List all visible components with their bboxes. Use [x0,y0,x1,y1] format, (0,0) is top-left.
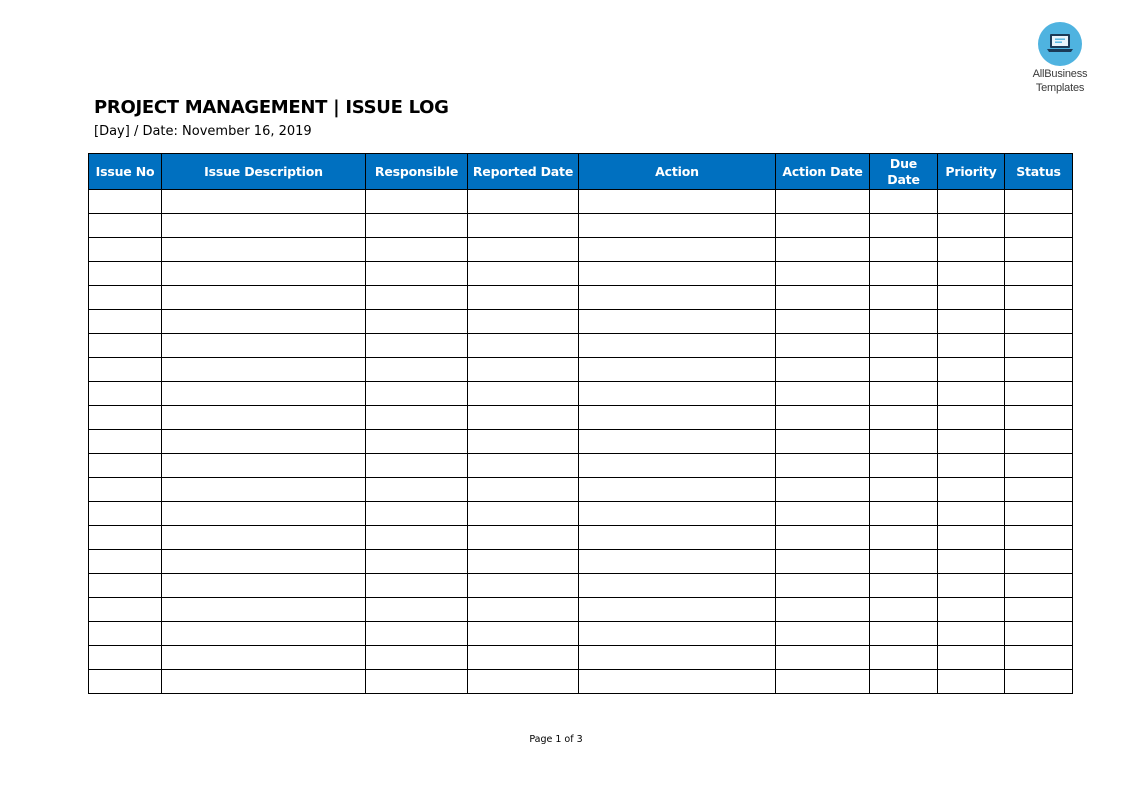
table-cell[interactable] [468,574,579,598]
table-cell[interactable] [162,382,366,406]
table-cell[interactable] [468,238,579,262]
page-number: Page 1 of 3 [529,734,583,745]
table-row [89,622,1073,646]
table-cell[interactable] [938,190,1005,214]
table-cell[interactable] [1005,430,1073,454]
table-cell[interactable] [776,262,870,286]
table-cell[interactable] [579,430,776,454]
table-cell[interactable] [938,526,1005,550]
laptop-icon [1046,33,1074,55]
table-cell[interactable] [89,670,162,694]
table-cell[interactable] [938,382,1005,406]
column-header-action: Action [579,154,776,190]
table-cell[interactable] [366,670,468,694]
table-cell[interactable] [579,670,776,694]
table-cell[interactable] [468,286,579,310]
table-cell[interactable] [579,478,776,502]
table-cell[interactable] [468,646,579,670]
table-cell[interactable] [870,550,938,574]
table-cell[interactable] [870,622,938,646]
table-cell[interactable] [938,334,1005,358]
table-cell[interactable] [776,214,870,238]
table-cell[interactable] [776,382,870,406]
table-cell[interactable] [870,502,938,526]
table-cell[interactable] [366,334,468,358]
table-cell[interactable] [162,574,366,598]
table-cell[interactable] [938,670,1005,694]
table-cell[interactable] [468,190,579,214]
table-cell[interactable] [468,670,579,694]
table-cell[interactable] [89,214,162,238]
table-cell[interactable] [776,574,870,598]
table-cell[interactable] [776,190,870,214]
table-cell[interactable] [89,262,162,286]
table-cell[interactable] [366,550,468,574]
table-cell[interactable] [366,598,468,622]
table-cell[interactable] [1005,550,1073,574]
table-cell[interactable] [162,190,366,214]
column-header-reported-date: Reported Date [468,154,579,190]
column-header-status: Status [1005,154,1073,190]
logo-text-line1: AllBusiness [1032,68,1088,80]
table-cell[interactable] [366,646,468,670]
table-cell[interactable] [89,550,162,574]
column-header-responsible: Responsible [366,154,468,190]
table-cell[interactable] [776,598,870,622]
table-cell[interactable] [579,190,776,214]
table-cell[interactable] [468,478,579,502]
table-cell[interactable] [366,382,468,406]
table-cell[interactable] [776,238,870,262]
table-cell[interactable] [89,310,162,334]
table-row [89,502,1073,526]
table-cell[interactable] [870,454,938,478]
table-cell[interactable] [89,406,162,430]
allbusiness-templates-logo [1022,22,1098,94]
table-cell[interactable] [89,430,162,454]
table-cell[interactable] [1005,262,1073,286]
table-cell[interactable] [938,574,1005,598]
table-cell[interactable] [162,598,366,622]
table-row [89,526,1073,550]
table-cell[interactable] [89,190,162,214]
table-row [89,646,1073,670]
table-cell[interactable] [870,526,938,550]
table-cell[interactable] [89,238,162,262]
table-body [89,190,1073,694]
table-cell[interactable] [366,310,468,334]
table-cell[interactable] [938,454,1005,478]
table-cell[interactable] [366,358,468,382]
table-cell[interactable] [938,550,1005,574]
table-cell[interactable] [870,646,938,670]
table-cell[interactable] [89,598,162,622]
table-row [89,430,1073,454]
table-cell[interactable] [1005,214,1073,238]
table-cell[interactable] [1005,286,1073,310]
table-cell[interactable] [938,310,1005,334]
table-cell[interactable] [366,286,468,310]
table-cell[interactable] [162,310,366,334]
table-cell[interactable] [1005,358,1073,382]
table-cell[interactable] [366,238,468,262]
table-cell[interactable] [89,382,162,406]
column-header-action-date: Action Date [776,154,870,190]
table-cell[interactable] [162,430,366,454]
table-cell[interactable] [579,502,776,526]
table-cell[interactable] [579,550,776,574]
table-cell[interactable] [366,262,468,286]
table-cell[interactable] [776,454,870,478]
table-cell[interactable] [938,286,1005,310]
table-cell[interactable] [776,670,870,694]
table-cell[interactable] [89,286,162,310]
table-row [89,358,1073,382]
table-cell[interactable] [938,406,1005,430]
table-cell[interactable] [366,406,468,430]
table-cell[interactable] [1005,574,1073,598]
table-row [89,310,1073,334]
column-header-issue-description: Issue Description [162,154,366,190]
table-cell[interactable] [1005,526,1073,550]
table-cell[interactable] [162,526,366,550]
table-cell[interactable] [1005,310,1073,334]
table-cell[interactable] [870,286,938,310]
table-cell[interactable] [1005,478,1073,502]
table-cell[interactable] [468,550,579,574]
table-row [89,214,1073,238]
table-cell[interactable] [776,526,870,550]
table-cell[interactable] [468,454,579,478]
table-cell[interactable] [938,646,1005,670]
table-cell[interactable] [468,334,579,358]
table-cell[interactable] [468,622,579,646]
table-cell[interactable] [162,670,366,694]
table-cell[interactable] [938,214,1005,238]
table-cell[interactable] [468,358,579,382]
column-header-priority: Priority [938,154,1005,190]
table-cell[interactable] [366,478,468,502]
table-cell[interactable] [776,646,870,670]
table-cell[interactable] [162,454,366,478]
table-row [89,238,1073,262]
table-cell[interactable] [1005,454,1073,478]
table-cell[interactable] [938,478,1005,502]
table-cell[interactable] [366,526,468,550]
table-row [89,334,1073,358]
table-cell[interactable] [162,646,366,670]
table-cell[interactable] [579,406,776,430]
table-cell[interactable] [870,430,938,454]
table-cell[interactable] [870,190,938,214]
table-cell[interactable] [1005,238,1073,262]
table-cell[interactable] [579,262,776,286]
table-cell[interactable] [870,670,938,694]
table-cell[interactable] [366,190,468,214]
table-cell[interactable] [366,430,468,454]
table-cell[interactable] [870,334,938,358]
table-cell[interactable] [366,214,468,238]
table-cell[interactable] [776,358,870,382]
table-cell[interactable] [870,574,938,598]
table-cell[interactable] [1005,598,1073,622]
table-cell[interactable] [162,334,366,358]
table-cell[interactable] [468,310,579,334]
table-row [89,190,1073,214]
column-header-issue-no: Issue No [89,154,162,190]
table-cell[interactable] [162,478,366,502]
table-cell[interactable] [938,502,1005,526]
table-cell[interactable] [162,622,366,646]
table-row [89,670,1073,694]
table-cell[interactable] [579,622,776,646]
logo-text-line2: Templates [1035,82,1085,94]
date-line: [Day] / Date: November 16, 2019 [94,124,312,139]
table-cell[interactable] [870,358,938,382]
table-cell[interactable] [89,622,162,646]
table-cell[interactable] [1005,190,1073,214]
table-cell[interactable] [870,310,938,334]
table-cell[interactable] [579,382,776,406]
table-cell[interactable] [468,430,579,454]
table-header-row [89,154,1073,190]
table-row [89,382,1073,406]
table-cell[interactable] [776,550,870,574]
table-cell[interactable] [162,286,366,310]
table-cell[interactable] [468,598,579,622]
table-cell[interactable] [579,574,776,598]
table-cell[interactable] [1005,382,1073,406]
table-cell[interactable] [468,526,579,550]
table-cell[interactable] [579,238,776,262]
table-cell[interactable] [776,502,870,526]
table-cell[interactable] [579,358,776,382]
table-cell[interactable] [366,574,468,598]
table-cell[interactable] [468,262,579,286]
table-cell[interactable] [366,502,468,526]
table-cell[interactable] [89,358,162,382]
table-cell[interactable] [579,454,776,478]
table-cell[interactable] [870,598,938,622]
table-cell[interactable] [776,478,870,502]
table-cell[interactable] [468,406,579,430]
table-cell[interactable] [162,502,366,526]
table-cell[interactable] [776,622,870,646]
table-cell[interactable] [938,622,1005,646]
table-cell[interactable] [870,238,938,262]
table-cell[interactable] [776,406,870,430]
table-cell[interactable] [776,310,870,334]
table-cell[interactable] [579,526,776,550]
table-cell[interactable] [1005,406,1073,430]
logo-badge [1038,22,1082,66]
table-row [89,574,1073,598]
table-cell[interactable] [1005,670,1073,694]
table-cell[interactable] [1005,622,1073,646]
table-cell[interactable] [579,286,776,310]
column-header-due-date: Due Date [870,154,938,190]
table-cell[interactable] [89,454,162,478]
table-cell[interactable] [579,598,776,622]
table-cell[interactable] [776,334,870,358]
table-cell[interactable] [1005,646,1073,670]
table-cell[interactable] [870,214,938,238]
table-row [89,454,1073,478]
table-cell[interactable] [89,334,162,358]
table-row [89,286,1073,310]
table-cell[interactable] [162,550,366,574]
page-title: PROJECT MANAGEMENT | ISSUE LOG [94,97,449,118]
table-cell[interactable] [89,526,162,550]
table-cell[interactable] [870,382,938,406]
table-cell[interactable] [776,286,870,310]
table-cell[interactable] [870,478,938,502]
table-cell[interactable] [776,430,870,454]
table-cell[interactable] [1005,502,1073,526]
table-cell[interactable] [870,406,938,430]
table-cell[interactable] [366,622,468,646]
table-cell[interactable] [162,238,366,262]
table-cell[interactable] [89,646,162,670]
table-cell[interactable] [89,574,162,598]
table-cell[interactable] [1005,334,1073,358]
table-row [89,478,1073,502]
table-cell[interactable] [468,502,579,526]
table-cell[interactable] [938,598,1005,622]
table-cell[interactable] [579,646,776,670]
table-cell[interactable] [162,358,366,382]
table-cell[interactable] [468,382,579,406]
issue-log-table [88,153,1073,694]
table-cell[interactable] [938,358,1005,382]
table-cell[interactable] [468,214,579,238]
table-cell[interactable] [938,430,1005,454]
table-row [89,550,1073,574]
table-cell[interactable] [162,406,366,430]
table-cell[interactable] [162,262,366,286]
table-cell[interactable] [579,214,776,238]
table-row [89,262,1073,286]
table-cell[interactable] [579,310,776,334]
table-cell[interactable] [870,262,938,286]
table-row [89,406,1073,430]
table-cell[interactable] [89,478,162,502]
table-cell[interactable] [938,262,1005,286]
table-cell[interactable] [938,238,1005,262]
table-cell[interactable] [162,214,366,238]
table-cell[interactable] [579,334,776,358]
table-cell[interactable] [366,454,468,478]
table-row [89,598,1073,622]
table-cell[interactable] [89,502,162,526]
